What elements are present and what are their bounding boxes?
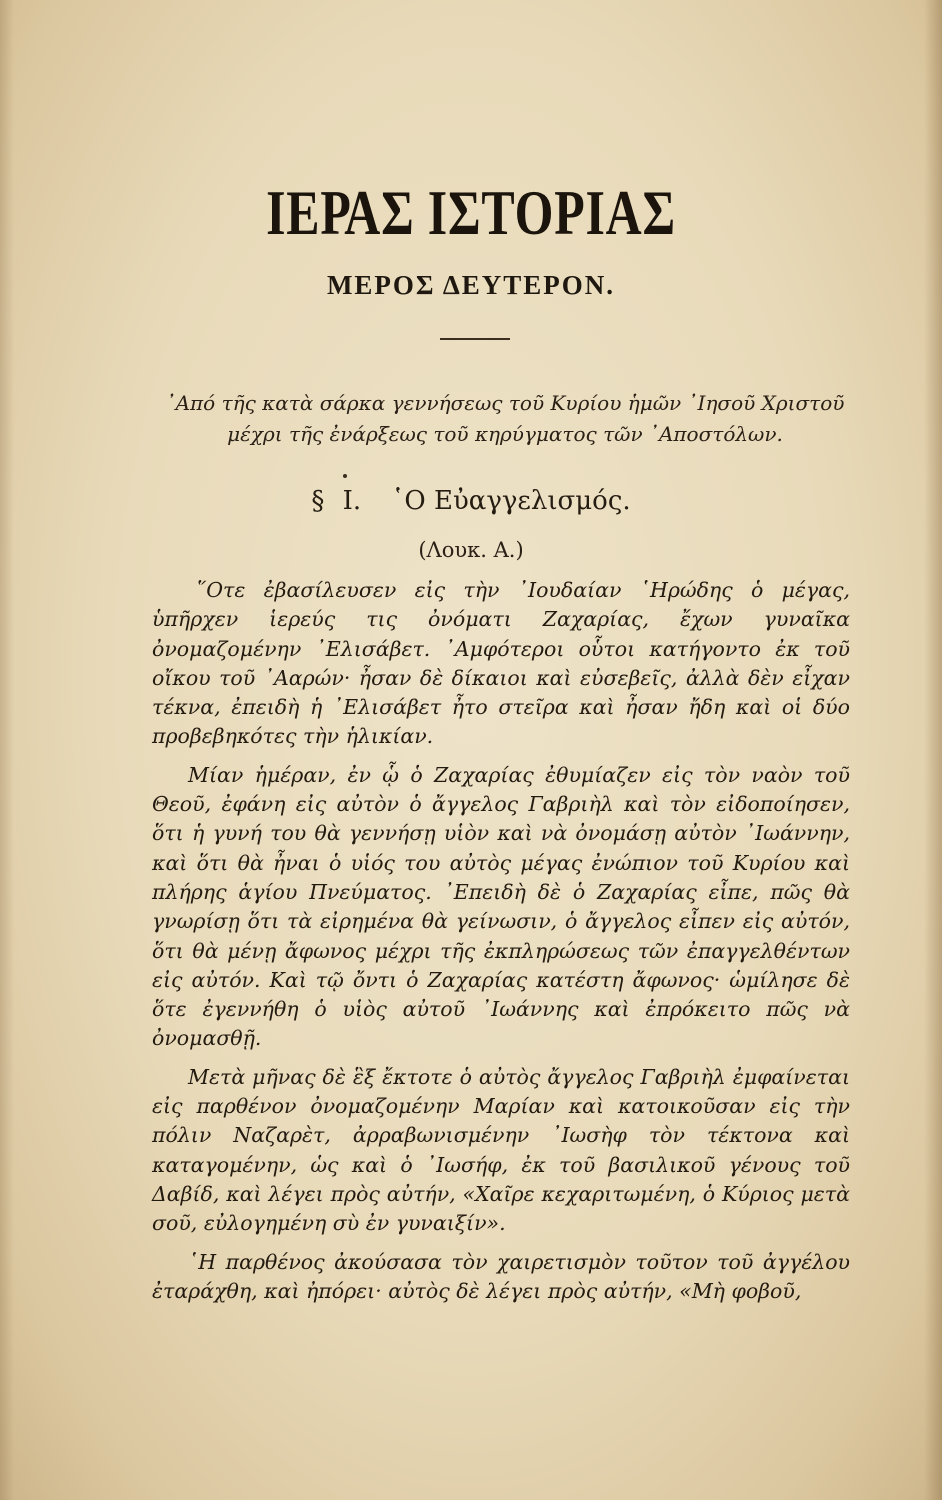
page-edge-shadow-right (924, 0, 942, 1500)
paragraph: Μετὰ μῆνας δὲ ἓξ ἔκτοτε ὁ αὐτὸς ἄγγελος Γαβριὴλ ἐμφαίνεται εἰς παρθένον ὀνομαζομένην Μαρίαν καὶ κατοικοῦσαν εἰς τὴν πόλιν Ναζαρὲτ, ἀρραβωνισμένην ᾿Ιωσὴφ τὸν τέκτονα καὶ καταγομένην, ὡς καὶ ὁ ᾿Ιωσήφ, ἐκ τοῦ βασιλικοῦ γένους τοῦ Δαβίδ, καὶ λέγει πρὸς αὐτήν, «Χαῖρε κεχαριτωμένη, ὁ Κύριος μετὰ σοῦ, εὐλογημένη σὺ ἐν γυναιξίν». (152, 1064, 850, 1236)
intro-text: ᾿Από τῆς κατὰ σάρκα γεννήσεως τοῦ Κυρίου ἡμῶν ᾿Ιησοῦ Χριστοῦ μέχρι τῆς ἐνάρξεως τοῦ κηρύγματος τῶν ᾿Αποστόλων. (165, 391, 845, 446)
section-reference: (Λουκ. Α.) (418, 538, 524, 562)
page-title: ΙΕΡΑΣ ΙΣΤΟΡΙΑΣ (266, 177, 676, 248)
section-heading (0, 486, 942, 516)
body-text (152, 576, 850, 1315)
paragraph: ῾Η παρθένος ἀκούσασα τὸν χαιρετισμὸν τοῦτον τοῦ ἀγγέλου ἐταράχθη, καὶ ἠπόρει· αὐτὸς δὲ λέγει πρὸς αὐτήν, «Μὴ φοβοῦ, (152, 1249, 850, 1303)
paragraph: ῞Οτε ἐβασίλευσεν εἰς τὴν ᾿Ιουδαίαν ῾Ηρώδης ὁ μέγας, ὑπῆρχεν ἱερεύς τις ὀνόματι Ζαχαρίας, ἔχων γυναῖκα ὀνομαζομένην ᾿Ελισάβετ. ᾿Αμφότεροι οὗτοι κατήγοντο ἐκ τοῦ οἴκου τοῦ ᾿Ααρών· ἦσαν δὲ δίκαιοι καὶ εὐσεβεῖς, ἀλλὰ δὲν εἶχαν τέκνα, ἐπειδὴ ἡ ᾿Ελισάβετ ἦτο στεῖρα καὶ ἦσαν ἤδη καὶ οἱ δύο προβεβηκότες τὴν ἡλικίαν. (152, 578, 850, 749)
section-symbol: § (311, 486, 325, 516)
section-number: Ι. (342, 486, 362, 516)
page-edge-shadow-left (0, 0, 14, 1500)
page-subtitle: ΜΕΡΟΣ ΔΕΥΤΕΡΟΝ. (326, 270, 616, 300)
ink-speck (343, 474, 347, 478)
section-title: ῾Ο Εὐαγγελισμός. (391, 486, 631, 516)
ornamental-rule (440, 338, 510, 340)
paragraph: Μίαν ἡμέραν, ἐν ᾧ ὁ Ζαχαρίας ἐθυμίαζεν εἰς τὸν ναὸν τοῦ Θεοῦ, ἐφάνη εἰς αὐτὸν ὁ ἄγγελος Γαβριὴλ καὶ τὸν εἰδοποίησεν, ὅτι ἡ γυνή του θὰ γεννήσῃ υἱὸν καὶ νὰ ὀνομάσῃ αὐτὸν ᾿Ιωάννην, καὶ ὅτι θὰ ἦναι ὁ υἱός του αὐτὸς μέγας ἐνώπιον τοῦ Κυρίου καὶ πλήρης ἁγίου Πνεύματος. ᾿Επειδὴ δὲ ὁ Ζαχαρίας εἶπε, πῶς θὰ γνωρίσῃ ὅτι τὰ εἰρημένα θὰ γείνωσιν, ὁ ἄγγελος εἶπεν εἰς αὐτόν, ὅτι θὰ μένῃ ἄφωνος μέχρι τῆς ἐκπληρώσεως τῶν ἐπαγγελθέντων εἰς αὐτόν. Καὶ τῷ ὄντι ὁ Ζαχαρίας κατέστη ἄφωνος· ὡμίλησε δὲ ὅτε ἐγεννήθη ὁ υἱὸς αὐτοῦ ᾿Ιωάννης καὶ ἐπρόκειτο πῶς νὰ ὀνομασθῇ. (152, 762, 850, 1051)
